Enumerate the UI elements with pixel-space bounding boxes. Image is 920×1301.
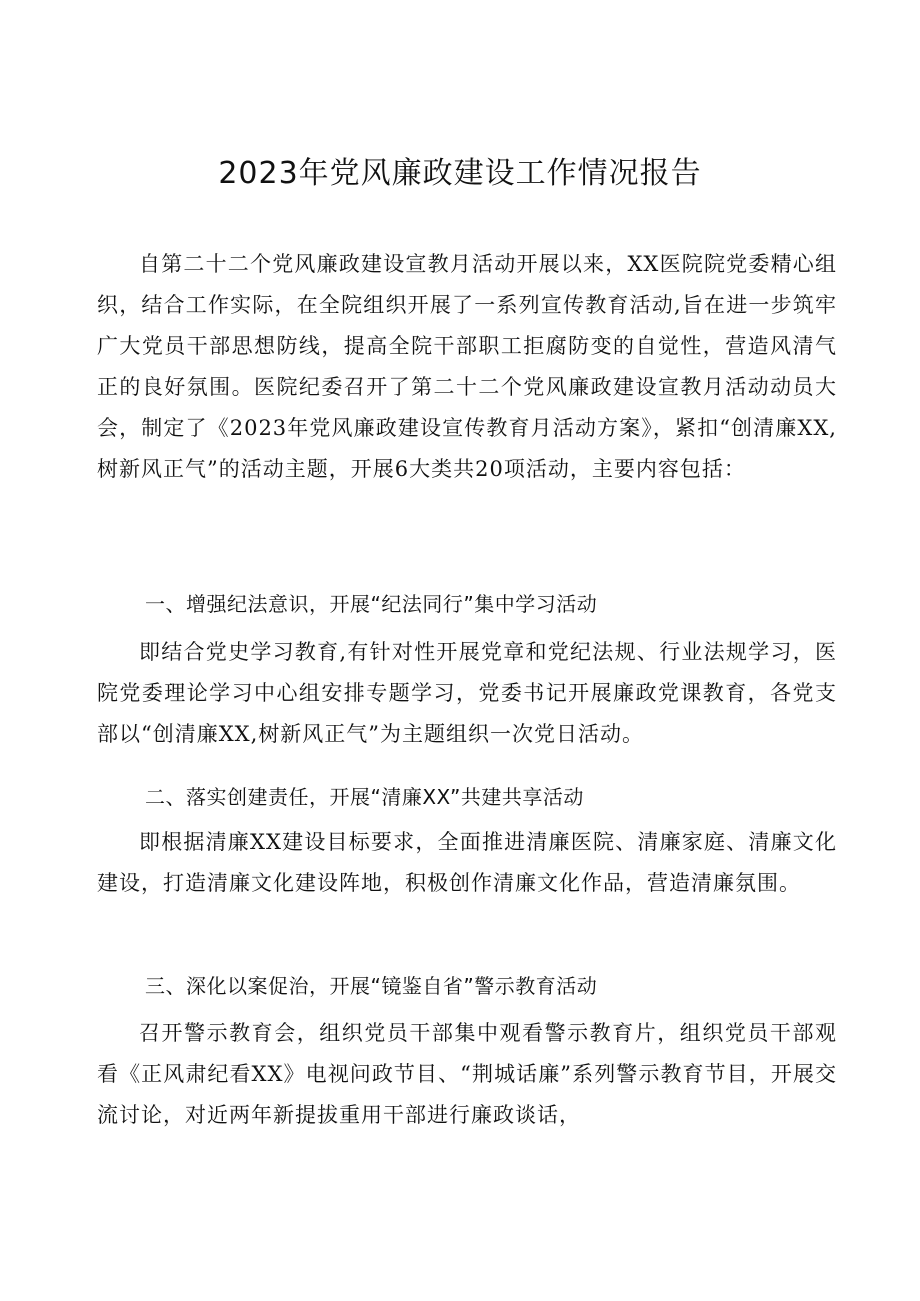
section-body-2: 即根据清廉XX建设目标要求，全面推进清廉医院、清廉家庭、清廉文化建设，打造清廉文化建设阵地，积极创作清廉文化作品，营造清廉氛围。 [97, 830, 837, 895]
section-body-3: 召开警示教育会，组织党员干部集中观看警示教育片，组织党员干部观看《正风肃纪看XX》电视问政节目、“荆城话廉”系列警示教育节目，开展交流讨论，对近两年新提拔重用干部进行廉政谈话， [97, 1021, 837, 1127]
section-body-1: 即结合党史学习教育,有针对性开展党章和党纪法规、行业法规学习，医院党委理论学习中心组安排专题学习，党委书记开展廉政党课教育，各党支部以“创清廉XX,树新风正气”为主题组织一次党日活动。 [97, 640, 837, 746]
intro-paragraph: 自第二十二个党风廉政建设宣教月活动开展以来，XX医院院党委精心组织，结合工作实际，在全院组织开展了一系列宣传教育活动,旨在进一步筑牢广大党员干部思想防线，提高全院干部职工拒腐防变的自觉性，营造风清气正的良好氛围。医院纪委召开了第二十二个党风廉政建设宣教月活动动员大会，制定了《2023年党风廉政建设宣传教育月活动方案》，紧扣“创清廉XX,树新风正气”的活动主题，开展6大类共20项活动，主要内容包括： [97, 252, 837, 481]
section-heading-1: 一、增强纪法意识，开展“纪法同行”集中学习活动 [145, 592, 598, 616]
section-heading-3: 三、深化以案促治，开展“镜鉴自省”警示教育活动 [145, 974, 598, 998]
section-heading-2: 二、落实创建责任，开展“清廉XX”共建共享活动 [145, 785, 584, 809]
document-title: 2023年党风廉政建设工作情况报告 [218, 156, 702, 191]
